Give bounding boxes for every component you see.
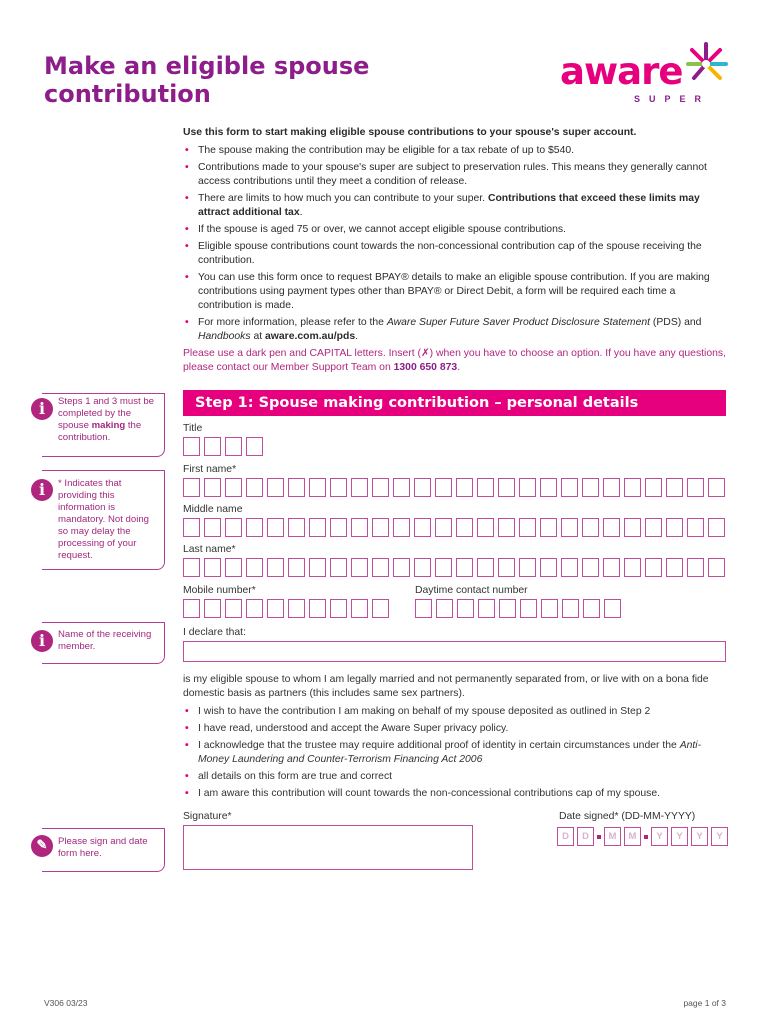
list-item: • There are limits to how much you can contribute to your super. Contributions that exceed these limits may attract additional tax. [185, 193, 700, 218]
list-item: • I wish to have the contribution I am making on behalf of my spouse deposited as outlined in Step 2 [185, 706, 651, 717]
info-icon: i [31, 630, 53, 652]
list-item: • I acknowledge that the trustee may require additional proof of identity in certain circumstances under the Anti-Money Laundering and Counter-Terrorism Financing Act 2006 [185, 740, 702, 765]
list-item: • For more information, please refer to the Aware Super Future Saver Product Disclosure Statement (PDS) and Handbooks at aware.com.au/pds. [185, 317, 702, 342]
first-name-label: First name* [183, 464, 237, 475]
logo-sub: SUPER [634, 94, 711, 104]
form-code: V306 03/23 [44, 998, 88, 1008]
aware-super-logo [556, 40, 731, 110]
daytime-input[interactable] [415, 599, 625, 618]
list-item: • I have read, understood and accept the Aware Super privacy policy. [185, 723, 509, 734]
mobile-input[interactable] [183, 599, 393, 618]
step1-heading: Step 1: Spouse making contribution – personal details [183, 390, 726, 416]
sidebar-note-sign: ✎ Please sign and date form here. [42, 828, 165, 872]
signature-box[interactable] [183, 825, 473, 870]
list-item: • Contributions made to your spouse's super are subject to preservation rules. This means they generally cannot access contributions until they meet a condition of release. [185, 162, 707, 187]
intro-lead: Use this form to start making eligible spouse contributions to your spouse's super account. [183, 127, 637, 138]
sidebar-note-mandatory: i * Indicates that providing this information is mandatory. Not doing so may delay the processing of your request. [42, 470, 165, 570]
title-label: Title [183, 423, 203, 434]
logo-burst-icon [682, 40, 730, 88]
info-icon: i [31, 479, 53, 501]
list-item: • Eligible spouse contributions count towards the non-concessional contribution cap of the spouse receiving the contribution. [185, 241, 702, 266]
list-item: • If the spouse is aged 75 or over, we cannot accept eligible spouse contributions. [185, 224, 566, 235]
pen-icon: ✎ [31, 835, 53, 857]
date-label: Date signed* (DD-MM-YYYY) [559, 811, 696, 822]
sidebar-note-receiving: i Name of the receiving member. [42, 622, 165, 664]
mobile-label: Mobile number* [183, 585, 256, 596]
receiving-member-input[interactable] [183, 641, 726, 662]
last-name-input[interactable] [183, 558, 729, 577]
title-input[interactable] [183, 437, 267, 456]
middle-name-input[interactable] [183, 518, 729, 537]
page-number: page 1 of 3 [683, 998, 726, 1008]
support-phone: 1300 650 873 [393, 362, 458, 373]
declare-label: I declare that: [183, 627, 246, 638]
page-title: Make an eligible spouse contribution [44, 52, 370, 108]
logo-word: aware [560, 50, 683, 93]
list-item: • all details on this form are true and correct [185, 771, 393, 782]
pen-instructions: Please use a dark pen and CAPITAL letters. Insert (✗) when you have to choose an option. If you have any questions, please contact our Member Support Team on 1300 650 873. [183, 348, 726, 373]
list-item: • I am aware this contribution will count towards the non-concessional contributions cap of my spouse. [185, 788, 661, 799]
list-item: • The spouse making the contribution may be eligible for a tax rebate of up to $540. [185, 145, 575, 156]
sidebar-note-steps: i Steps 1 and 3 must be completed by the spouse making the contribution. [42, 393, 165, 457]
info-icon: i [31, 398, 53, 420]
first-name-input[interactable] [183, 478, 729, 497]
middle-name-label: Middle name [183, 504, 243, 515]
daytime-label: Daytime contact number [415, 585, 528, 596]
intro-bullets [183, 144, 728, 344]
list-item: • You can use this form once to request BPAY® details to make an eligible spouse contribution. If you are making contributions using payment types other than BPAY® or Direct Debit, a form will be required each time a contribution is made. [185, 272, 710, 311]
intro-section [183, 126, 728, 375]
declarations [183, 705, 728, 804]
date-signed-input[interactable]: D D M M Y Y Y Y [557, 827, 731, 846]
last-name-label: Last name* [183, 544, 236, 555]
spouse-statement: is my eligible spouse to whom I am legally married and not permanently separated from, or live with on a bona fide domestic basis as partners (this includes same sex partners). [183, 674, 709, 699]
signature-label: Signature* [183, 811, 232, 822]
